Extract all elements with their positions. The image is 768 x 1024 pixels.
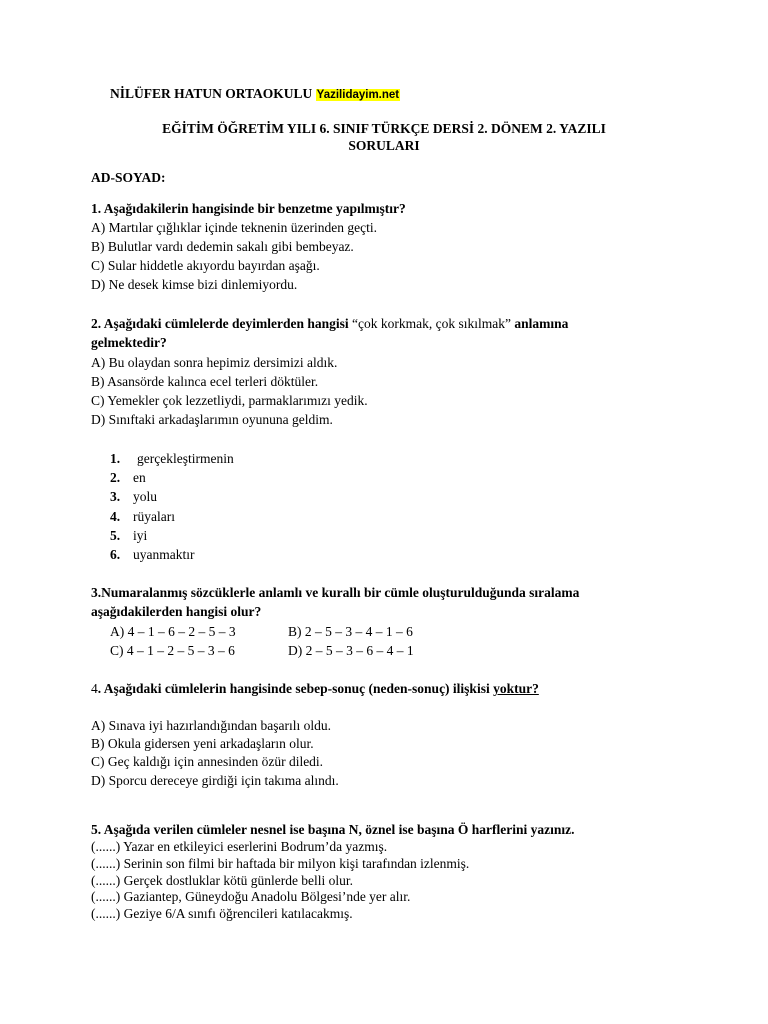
q4-stem-underlined: yoktur?: [493, 681, 539, 696]
q1-option-c: C) Sular hiddetle akıyordu bayırdan aşağı.: [91, 258, 320, 273]
q3-stem-line1: 3.Numaralanmış sözcüklerle anlamlı ve kurallı bir cümle oluşturulduğunda sıralama: [91, 585, 580, 600]
q2-option-d: D) Sınıftaki arkadaşlarımın oyununa geldim.: [91, 412, 333, 427]
q2-stem-quote: “çok korkmak, çok sıkılmak”: [348, 316, 515, 331]
word-text: yolu: [133, 489, 158, 504]
q1-option-d: D) Ne desek kimse bizi dinlemiyordu.: [91, 277, 298, 292]
site-watermark: Yazilidayim.net: [316, 89, 400, 101]
q2-option-a: A) Bu olaydan sonra hepimiz dersimizi aldık.: [91, 355, 338, 370]
q4-option-b: B) Okula gidersen yeni arkadaşların olur.: [91, 736, 314, 751]
q5-item: (......) Gaziantep, Güneydoğu Anadolu Bölgesi’nde yer alır.: [91, 889, 411, 904]
q4-option-d: D) Sporcu dereceye girdiği için takıma alındı.: [91, 773, 339, 788]
word-number: 2.: [110, 470, 121, 485]
q5-item: (......) Gerçek dostluklar kötü günlerde belli olur.: [91, 873, 354, 888]
q1-option-a: A) Martılar çığlıklar içinde teknenin üzerinden geçti.: [91, 220, 378, 235]
exam-title-line2: SORULARI: [348, 138, 420, 153]
q2-stem-line2: gelmektedir?: [91, 335, 167, 350]
word-text: gerçekleştirmenin: [137, 451, 234, 466]
word-text: uyanmaktır: [133, 547, 195, 562]
word-number: 3.: [110, 489, 121, 504]
q3-option-a: A) 4 – 1 – 6 – 2 – 5 – 3: [110, 624, 236, 639]
school-name: [110, 86, 400, 102]
q4-option-a: A) Sınava iyi hazırlandığından başarılı oldu.: [91, 718, 331, 733]
q1-stem: 1. Aşağıdakilerin hangisinde bir benzetme yapılmıştır?: [91, 201, 406, 216]
q4-stem-text: . Aşağıdaki cümlelerin hangisinde sebep-sonuç (neden-sonuç) ilişkisi: [97, 681, 494, 696]
word-number: 1.: [110, 451, 121, 466]
q5-item: (......) Geziye 6/A sınıfı öğrencileri katılacakmış.: [91, 906, 353, 921]
q3-option-d: D) 2 – 5 – 3 – 6 – 4 – 1: [288, 643, 414, 658]
word-text: en: [133, 470, 146, 485]
q5-stem: 5. Aşağıda verilen cümleler nesnel ise başına N, öznel ise başına Ö harflerini yazınız.: [91, 822, 575, 837]
word-text: rüyaları: [133, 509, 175, 524]
q2-option-c: C) Yemekler çok lezzetliydi, parmaklarımızı yedik.: [91, 393, 368, 408]
q5-item: (......) Yazar en etkileyici eserlerini Bodrum’da yazmış.: [91, 839, 388, 854]
word-text: iyi: [133, 528, 148, 543]
q2-option-b: B) Asansörde kalınca ecel terleri döktüler.: [91, 374, 319, 389]
word-number: 4.: [110, 509, 121, 524]
q3-option-b: B) 2 – 5 – 3 – 4 – 1 – 6: [288, 624, 413, 639]
q3-stem-line2: aşağıdakilerden hangisi olur?: [91, 604, 262, 619]
q1-option-b: B) Bulutlar vardı dedemin sakalı gibi bembeyaz.: [91, 239, 354, 254]
q4-number: 4: [91, 681, 98, 696]
q3-option-c: C) 4 – 1 – 2 – 5 – 3 – 6: [110, 643, 235, 658]
name-label: AD-SOYAD:: [91, 170, 166, 185]
q5-item: (......) Serinin son filmi bir haftada bir milyon kişi tarafından izlenmiş.: [91, 856, 470, 871]
q4-stem: [91, 681, 539, 697]
school-name-text: NİLÜFER HATUN ORTAOKULU: [110, 86, 313, 101]
q2-stem-bold-a: 2. Aşağıdaki cümlelerde deyimlerden hangisi: [91, 316, 349, 331]
q2-stem-bold-b: anlamına: [514, 316, 569, 331]
word-number: 6.: [110, 547, 121, 562]
exam-title-line1: EĞİTİM ÖĞRETİM YILI 6. SINIF TÜRKÇE DERSİ 2. DÖNEM 2. YAZILI: [162, 121, 606, 136]
q2-stem: [91, 316, 568, 332]
word-number: 5.: [110, 528, 121, 543]
q4-option-c: C) Geç kaldığı için annesinden özür diledi.: [91, 754, 324, 769]
